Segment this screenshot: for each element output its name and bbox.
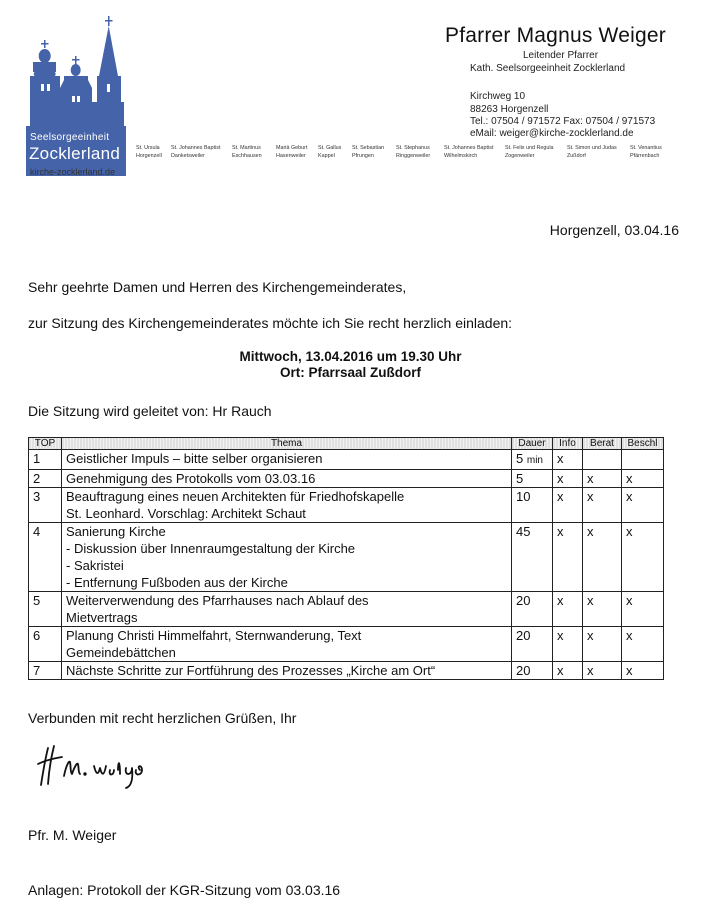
meeting-datetime: Mittwoch, 13.04.2016 um 19.30 Uhr: [239, 349, 462, 364]
col-info: Info: [553, 438, 583, 450]
cell-thema: Beauftragung eines neuen Architekten für Friedhofskapelle St. Leonhard. Vorschlag: Architekt Schaut: [62, 488, 512, 523]
table-row: [29, 450, 664, 470]
cell-top: 6: [29, 627, 62, 662]
cell-thema: Planung Christi Himmelfahrt, Sternwanderung, Text Gemeindebättchen: [62, 627, 512, 662]
cell-dauer: 5 min: [512, 450, 553, 470]
col-dauer: Dauer: [512, 438, 553, 450]
parish-item: St. Venantius Pfärrenbach: [630, 145, 662, 159]
cell-info: x: [553, 627, 583, 662]
logo-line2: Zocklerland: [29, 144, 121, 163]
handwritten-signature: [36, 740, 176, 790]
intro-text: zur Sitzung des Kirchengemeinderates möchte ich Sie recht herzlich einladen:: [28, 315, 513, 331]
cell-info: x: [553, 450, 583, 470]
cell-thema: Geistlicher Impuls – bitte selber organisieren: [62, 450, 512, 470]
col-thema: Thema: [62, 438, 512, 450]
cell-info: x: [553, 488, 583, 523]
church-towers-icon: [26, 14, 126, 126]
table-row: [29, 470, 664, 488]
cell-top: 3: [29, 488, 62, 523]
cell-dauer: 20: [512, 627, 553, 662]
cell-berat: x: [583, 592, 622, 627]
parish-logo: [26, 14, 126, 176]
logo-url: kirche-zocklerland.de: [30, 167, 116, 177]
address-street: Kirchweg 10: [470, 91, 526, 102]
col-berat: Berat: [583, 438, 622, 450]
email-address: eMail: weiger@kirche-zocklerland.de: [470, 128, 634, 139]
cell-berat: x: [583, 470, 622, 488]
parish-item: Mariä Geburt Hasenweiler: [276, 145, 308, 159]
cell-dauer: 45: [512, 523, 553, 592]
cell-beschl: x: [622, 523, 664, 592]
cell-thema: Nächste Schritte zur Fortführung des Prozesses „Kirche am Ort“: [62, 662, 512, 680]
cell-beschl: x: [622, 470, 664, 488]
attachments: Anlagen: Protokoll der KGR-Sitzung vom 03.03.16: [28, 882, 341, 898]
cell-beschl: x: [622, 662, 664, 680]
cell-top: 4: [29, 523, 62, 592]
cell-dauer: 5: [512, 470, 553, 488]
meeting-location: Ort: Pfarrsaal Zußdorf: [279, 365, 422, 380]
pastor-role: Leitender Pfarrer: [523, 50, 599, 61]
col-top: TOP: [29, 438, 62, 450]
cell-berat: x: [583, 488, 622, 523]
pastoral-unit: Kath. Seelsorgeeinheit Zocklerland: [470, 63, 626, 74]
phone-fax: Tel.: 07504 / 971572 Fax: 07504 / 971573: [470, 116, 656, 127]
cell-top: 7: [29, 662, 62, 680]
parish-item: St. Gallus Kappel: [318, 145, 342, 159]
table-row: [29, 592, 664, 627]
cell-thema: Sanierung Kirche - Diskussion über Innenraumgestaltung der Kirche - Sakristei - Entfernung Fußboden aus der Kirche: [62, 523, 512, 592]
agenda-table: [28, 437, 664, 680]
col-beschl: Beschl: [622, 438, 664, 450]
parish-item: St. Martinus Eschhausen: [232, 145, 262, 159]
parish-item: St. Simon und Judas Zußdorf: [567, 145, 617, 159]
table-row: [29, 488, 664, 523]
salutation: Sehr geehrte Damen und Herren des Kirchengemeinderates,: [28, 279, 407, 295]
table-row: [29, 523, 664, 592]
cell-top: 5: [29, 592, 62, 627]
parish-item: St. Johannes Baptist Wilhelmskirch: [444, 145, 494, 159]
cell-thema: Weiterverwendung des Pfarrhauses nach Ablauf des Mietvertrags: [62, 592, 512, 627]
parish-item: St. Johannes Baptist Danketsweiler: [171, 145, 221, 159]
cell-info: x: [553, 523, 583, 592]
parish-item: St. Felix und Regula Zogenweiler: [505, 145, 554, 159]
cell-top: 1: [29, 450, 62, 470]
letter-date: Horgenzell, 03.04.16: [549, 222, 679, 238]
cell-info: x: [553, 662, 583, 680]
cell-berat: [583, 450, 622, 470]
table-row: [29, 662, 664, 680]
cell-thema: Genehmigung des Protokolls vom 03.03.16: [62, 470, 512, 488]
table-header-row: [29, 438, 664, 450]
cell-dauer: 20: [512, 662, 553, 680]
parish-item: St. Ursula Horgenzell: [136, 145, 162, 159]
cell-beschl: x: [622, 488, 664, 523]
logo-line1: Seelsorgeeinheit: [30, 132, 110, 143]
table-row: [29, 627, 664, 662]
cell-info: x: [553, 470, 583, 488]
cell-beschl: x: [622, 627, 664, 662]
parish-item: St. Sebastian Pfrungen: [352, 145, 385, 159]
cell-beschl: [622, 450, 664, 470]
pastor-name: Pfarrer Magnus Weiger: [445, 24, 666, 47]
cell-dauer: 20: [512, 592, 553, 627]
cell-berat: x: [583, 627, 622, 662]
cell-info: x: [553, 592, 583, 627]
cell-dauer: 10: [512, 488, 553, 523]
closing-text: Verbunden mit recht herzlichen Grüßen, Ihr: [28, 710, 297, 726]
cell-berat: x: [583, 662, 622, 680]
cell-beschl: x: [622, 592, 664, 627]
parish-item: St. Stephanus Ringgenweiler: [396, 145, 431, 159]
cell-berat: x: [583, 523, 622, 592]
cell-top: 2: [29, 470, 62, 488]
address-city: 88263 Horgenzell: [470, 104, 549, 115]
signature-name: Pfr. M. Weiger: [28, 827, 117, 843]
meeting-chair: Die Sitzung wird geleitet von: Hr Rauch: [28, 403, 272, 419]
